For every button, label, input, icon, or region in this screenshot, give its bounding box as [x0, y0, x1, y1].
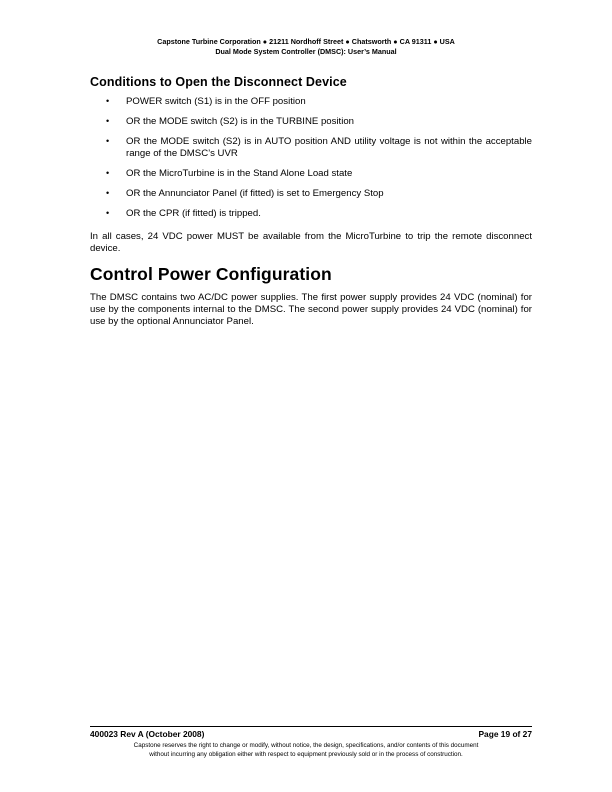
list-item: [90, 96, 532, 108]
list-item: [90, 208, 532, 220]
list-item-text: OR the Annunciator Panel (if fitted) is set to Emergency Stop: [126, 187, 384, 199]
footer-divider: [90, 726, 532, 727]
remote-disconnect-paragraph: In all cases, 24 VDC power MUST be available from the MicroTurbine to trip the remote disconnect device.: [90, 231, 532, 254]
footer-disclaimer-line: Capstone reserves the right to change or modify, without notice, the design, specifications, and/or contents of this document: [133, 742, 479, 749]
list-item: [90, 116, 532, 128]
bullet-icon: •: [106, 167, 110, 178]
list-item: [90, 136, 532, 159]
section-heading-control-power: Control Power Configuration: [90, 264, 332, 284]
list-item: [90, 168, 532, 180]
bullet-icon: •: [106, 187, 110, 198]
header-manual-title: Dual Mode System Controller (DMSC): User’s Manual: [215, 46, 397, 56]
header-company-line: Capstone Turbine Corporation ● 21211 Nordhoff Street ● Chatsworth ● CA 91311 ● USA: [157, 37, 455, 46]
section-heading-disconnect: Conditions to Open the Disconnect Device: [90, 75, 347, 89]
list-item-text: OR the MODE switch (S2) is in AUTO position AND utility voltage is not within the acceptable range of the DMSC’s UVR: [126, 135, 532, 159]
bullet-icon: •: [106, 135, 110, 146]
footer-page-number: Page 19 of 27: [478, 729, 532, 739]
bullet-icon: •: [106, 207, 110, 218]
footer-disclaimer-line: without incurring any obligation either with respect to equipment previously sold or in the process of construction.: [149, 750, 463, 758]
conditions-list: [90, 96, 532, 228]
list-item-text: OR the MODE switch (S2) is in the TURBINE position: [126, 115, 355, 127]
page-header: [0, 37, 612, 56]
list-item-text: OR the CPR (if fitted) is tripped.: [126, 207, 261, 219]
bullet-icon: •: [106, 115, 110, 126]
list-item: [90, 188, 532, 200]
bullet-icon: •: [106, 96, 110, 106]
list-item-text: POWER switch (S1) is in the OFF position: [126, 96, 306, 107]
list-item-text: OR the MicroTurbine is in the Stand Alone Load state: [126, 167, 353, 179]
footer-doc-id: 400023 Rev A (October 2008): [90, 729, 205, 739]
footer-disclaimer: [0, 742, 612, 759]
control-power-paragraph: The DMSC contains two AC/DC power supplies. The first power supply provides 24 VDC (nominal) for use by the components internal to the DMSC. The second power supply provides 24 VDC (nominal) for use by the optional Annunciator Panel.: [90, 292, 532, 327]
